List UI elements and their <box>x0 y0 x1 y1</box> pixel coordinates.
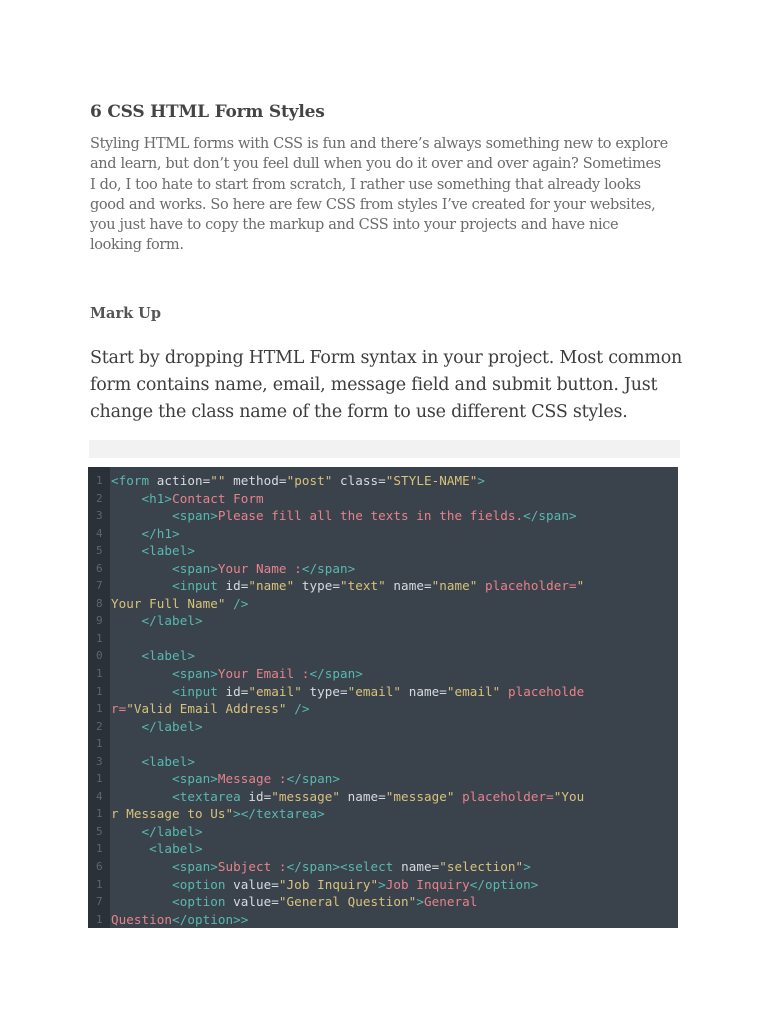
code-text: </label> <box>141 718 203 734</box>
code-line <box>88 858 678 876</box>
code-line <box>88 490 678 508</box>
code-line <box>88 840 678 858</box>
code-line <box>88 542 678 560</box>
code-line <box>88 805 678 823</box>
code-line <box>88 595 678 613</box>
lead-line: form contains name, email, message field and submit button. Just <box>90 375 658 395</box>
line-number: 1 <box>96 667 103 681</box>
lead-line: change the class name of the form to use different CSS styles. <box>90 402 628 422</box>
line-number: 5 <box>96 544 103 558</box>
code-line <box>88 770 678 788</box>
intro-line: good and works. So here are few CSS from styles I’ve created for your websites, <box>90 196 656 213</box>
code-text: <label> <box>141 543 195 559</box>
code-line <box>88 788 678 806</box>
code-text: r="Valid Email Address" /> <box>111 701 310 717</box>
code-text: <span>Your Email :</span> <box>172 666 363 682</box>
line-number: 5 <box>96 824 103 838</box>
code-text: <form action="" method="post" class="STYLE-NAME"> <box>111 473 486 488</box>
code-line <box>88 753 678 771</box>
code-text: </label> <box>141 823 203 839</box>
line-number: 0 <box>96 649 103 663</box>
code-text: r Message to Us"></textarea> <box>111 806 325 822</box>
code-lines <box>88 472 678 928</box>
line-number: 1 <box>96 912 103 926</box>
intro-paragraph <box>90 134 690 256</box>
line-number: 3 <box>96 509 103 523</box>
lead-line: Start by dropping HTML Form syntax in your project. Most common <box>90 348 683 368</box>
intro-line: I do, I too hate to start from scratch, I rather use something that already looks <box>90 176 641 193</box>
code-line <box>88 876 678 894</box>
code-line <box>88 472 678 490</box>
lead-paragraph <box>90 345 690 426</box>
code-text: <label> <box>149 841 203 857</box>
line-number: 2 <box>96 491 103 505</box>
section-heading-markup: Mark Up <box>90 305 161 322</box>
code-text: <label> <box>141 753 195 769</box>
code-text: <span>Subject :</span><select name="selection"> <box>172 859 531 875</box>
code-text: Your Full Name" /> <box>111 595 249 611</box>
code-text: <option value="Job Inquiry">Job Inquiry</option> <box>172 876 539 892</box>
line-number: 3 <box>96 754 103 768</box>
code-line <box>88 823 678 841</box>
intro-line: and learn, but don’t you feel dull when you do it over and over again? Sometimes <box>90 156 661 173</box>
code-text: <input id="name" type="text" name="name" placeholder=" <box>172 578 585 594</box>
code-text: </h1> <box>141 525 180 541</box>
code-line <box>88 577 678 595</box>
line-number: 2 <box>96 719 103 733</box>
code-text: <input id="email" type="email" name="email" placeholde <box>172 683 585 699</box>
code-line <box>88 525 678 543</box>
article-title: 6 CSS HTML Form Styles <box>90 102 325 122</box>
code-line <box>88 612 678 630</box>
line-number: 6 <box>96 561 103 575</box>
code-line <box>88 647 678 665</box>
code-text: <label> <box>141 648 195 664</box>
code-line <box>88 665 678 683</box>
line-number: 1 <box>96 702 103 716</box>
code-text: <span>Message :</span> <box>172 771 340 787</box>
intro-line: Styling HTML forms with CSS is fun and there’s always something new to explore <box>90 136 668 152</box>
code-toolbar-bar <box>89 440 680 458</box>
line-number: 4 <box>96 526 103 540</box>
line-number: 1 <box>96 807 103 821</box>
line-number: 1 <box>96 474 103 487</box>
line-number: 1 <box>96 842 103 856</box>
code-line <box>88 683 678 701</box>
intro-line: you just have to copy the markup and CSS into your projects and have nice <box>90 217 619 234</box>
line-number: 1 <box>96 684 103 698</box>
code-block[interactable] <box>88 467 678 928</box>
code-text: <option value="General Question">General <box>172 894 478 910</box>
line-number: 4 <box>96 789 103 803</box>
line-number: 8 <box>96 596 103 610</box>
line-number: 7 <box>96 579 103 593</box>
code-line <box>88 893 678 911</box>
code-text: </label> <box>141 613 203 629</box>
line-number: 1 <box>96 737 103 751</box>
code-text: <span>Please fill all the texts in the fields.</span> <box>172 508 577 524</box>
code-line <box>88 700 678 718</box>
code-text: <h1>Contact Form <box>141 490 264 506</box>
line-number: 6 <box>96 860 103 874</box>
code-line <box>88 507 678 525</box>
code-line <box>88 735 678 753</box>
code-text: Question</option>> <box>111 911 249 927</box>
line-number: 1 <box>96 631 103 645</box>
line-number: 1 <box>96 877 103 891</box>
intro-line: looking form. <box>90 237 184 254</box>
line-number: 1 <box>96 772 103 786</box>
code-line <box>88 630 678 648</box>
line-number: 9 <box>96 614 103 628</box>
code-line <box>88 560 678 578</box>
code-text: <textarea id="message" name="message" placeholder="You <box>172 788 585 804</box>
code-line <box>88 911 678 928</box>
code-text: <span>Your Name :</span> <box>172 560 356 576</box>
code-line <box>88 718 678 736</box>
line-number: 7 <box>96 895 103 909</box>
